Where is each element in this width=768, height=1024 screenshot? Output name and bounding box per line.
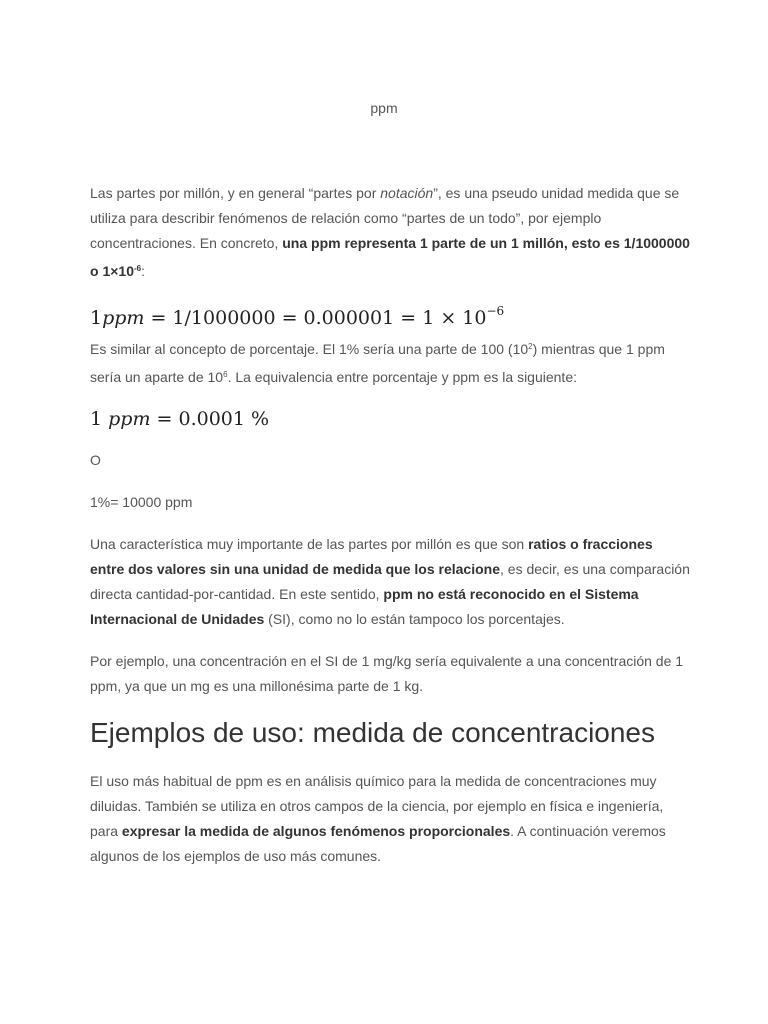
intro-italic: notación <box>380 185 434 201</box>
formula-ppm-percent <box>90 396 690 442</box>
intro-bold-text: una ppm representa 1 parte de un 1 millón, esto es 1/1000000 o 1×10 <box>90 235 690 279</box>
characteristics-text-2: , es decir, es una comparación directa cantidad-por-cantidad. En este sentido, <box>90 561 690 602</box>
characteristics-paragraph <box>90 532 690 632</box>
formula1-lead: 1 <box>90 307 103 329</box>
usage-text-2: . A continuación veremos algunos de los ejemplos de uso más comunes. <box>90 823 666 864</box>
usage-paragraph <box>90 769 690 869</box>
equivalence-paragraph: 1%= 10000 ppm <box>90 494 193 510</box>
percentage-text-1: Es similar al concepto de porcentaje. El 1% sería una parte de 100 (10 <box>90 341 529 357</box>
intro-bold-exponent: -6 <box>133 264 142 273</box>
percentage-sup-2: 6 <box>223 370 228 379</box>
formula1-equation: = 1/1000000 = 0.000001 = 1 × 10 <box>144 307 487 329</box>
characteristics-bold-2: ppm no está reconocido en el Sistema Internacional de Unidades <box>90 586 639 627</box>
characteristics-text-1: Una característica muy importante de las partes por millón es que son <box>90 536 529 552</box>
example-paragraph: Por ejemplo, una concentración en el SI de 1 mg/kg sería equivalente a una concentración de 1 ppm, ya que un mg es una millonésima parte de 1 kg. <box>90 653 684 694</box>
usage-text-1: El uso más habitual de ppm es en análisis químico para la medida de concentraciones muy diluidas. También se utiliza en otros campos de la ciencia, por ejemplo en física e ingeniería, para <box>90 773 664 839</box>
intro-paragraph <box>90 181 690 284</box>
characteristics-bold-1: ratios o fracciones entre dos valores sin una unidad de medida que los relacione <box>90 536 653 577</box>
usage-bold: expresar la medida de algunos fenómenos proporcionales <box>121 823 511 839</box>
characteristics-text-3: (SI), como no lo están tampoco los porcentajes. <box>264 611 565 627</box>
formula2-rest: = 0.0001 % <box>150 408 270 430</box>
formula2-lead: 1 <box>90 408 109 430</box>
or-paragraph: O <box>90 452 101 468</box>
section-heading: Ejemplos de uso: medida de concentraciones <box>90 717 656 748</box>
percentage-text-3: . La equivalencia entre porcentaje y ppm es la siguiente: <box>227 369 578 385</box>
intro-text-3: : <box>141 263 145 279</box>
intro-text-1: Las partes por millón, y en general “partes por <box>90 185 381 201</box>
percentage-text-2: ) mientras que 1 ppm sería un aparte de 10 <box>90 341 665 385</box>
formula1-unit: ppm <box>102 307 145 329</box>
formula-ppm-definition <box>90 288 690 334</box>
percentage-sup-1: 2 <box>528 342 533 351</box>
page-title: ppm <box>370 100 398 116</box>
percentage-paragraph <box>90 334 690 390</box>
formula2-unit: ppm <box>108 408 151 430</box>
formula1-exponent: −6 <box>486 304 505 318</box>
article-body <box>90 181 690 869</box>
intro-text-2: ”, es una pseudo unidad medida que se utiliza para describir fenómenos de relación como “partes de un todo”, por ejemplo concentraciones. En concreto, <box>90 185 680 251</box>
